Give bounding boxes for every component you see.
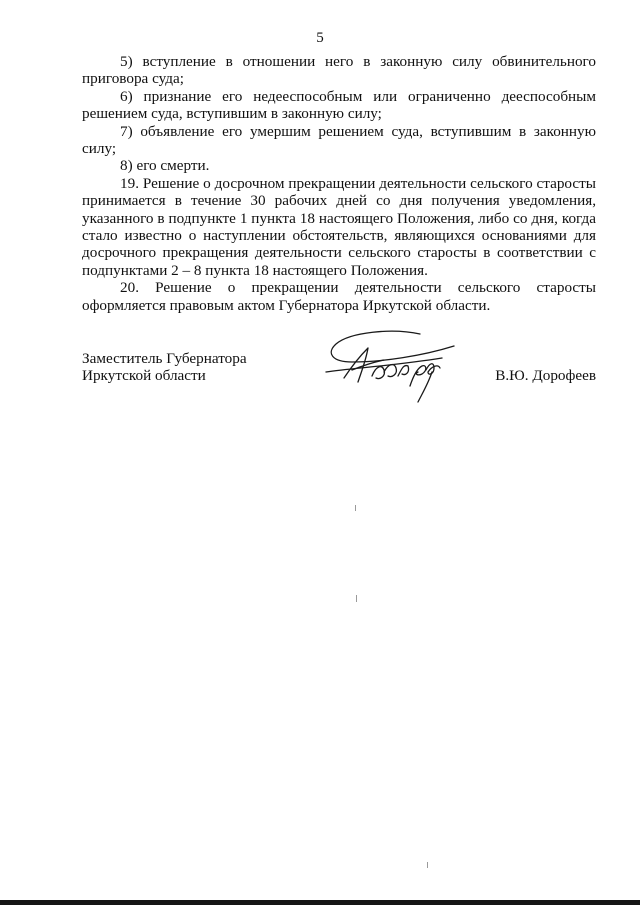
- signer-name: В.Ю. Дорофеев: [495, 367, 596, 384]
- signature-block: [82, 350, 596, 410]
- scan-artifact: [356, 595, 357, 602]
- page-number: 5: [316, 30, 324, 46]
- paragraph-item-7: 7) объявление его умершим решением суда, вступившим в законную силу;: [82, 122, 596, 158]
- paragraph-19: 19. Решение о досрочном прекращении деятельности сельского старосты принимается в течение 30 рабочих дней со дня получения уведомления, указанного в подпункте 1 пункта 18 настоящего Положения, либо со дня, когда стало известно о наступлении обстоятельств, являющихся основаниями для досрочного прекращения деятельности сельского старосты в соответствии с подпунктами 2 – 8 пункта 18 настоящего Положения.: [82, 174, 596, 279]
- signer-position-line2: Иркутской области: [82, 367, 206, 385]
- scan-artifact: [355, 505, 356, 511]
- paragraph-item-5: 5) вступление в отношении него в законную силу обвинительного приговора суда;: [82, 53, 596, 88]
- paragraph-item-6: 6) признание его недееспособным или ограниченно дееспособным решением суда, вступившим в законную силу;: [82, 87, 596, 123]
- document-body: [82, 53, 596, 314]
- paragraph-20: 20. Решение о прекращении деятельности сельского старосты оформляется правовым актом Губернатора Иркутской области.: [82, 279, 596, 314]
- paragraph-item-8: 8) его смерти.: [120, 157, 210, 175]
- handwritten-signature: [322, 326, 472, 406]
- bottom-scan-border: [0, 900, 640, 905]
- signer-position-line1: Заместитель Губернатора: [82, 350, 247, 367]
- scan-artifact: [427, 862, 428, 868]
- signer-position: [82, 350, 247, 385]
